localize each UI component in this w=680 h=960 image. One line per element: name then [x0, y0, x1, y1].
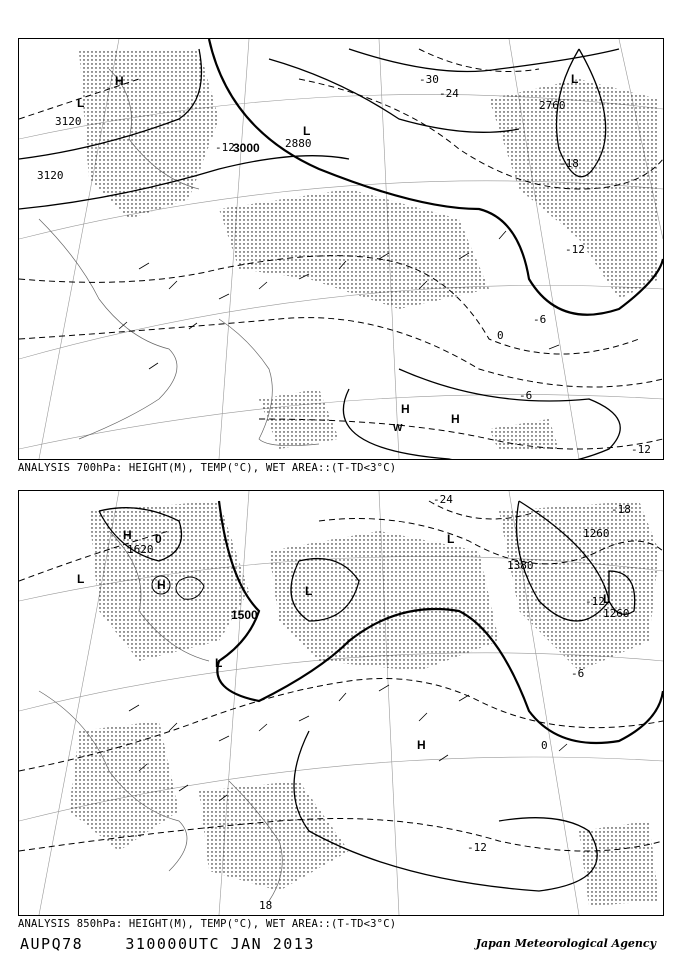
temp-label: -12: [631, 443, 651, 456]
temp-label: -24: [433, 493, 453, 506]
temp-label: -6: [519, 389, 533, 402]
temp-label: -12: [565, 243, 585, 256]
height-label: 3120: [55, 115, 82, 128]
map-panel-700hpa: [18, 38, 664, 460]
height-label: 1260: [603, 607, 630, 620]
temp-label: -12: [215, 141, 235, 154]
low-pressure-marker: L: [77, 96, 85, 110]
map-850hpa-svg: [19, 491, 663, 915]
temp-label: -18: [559, 157, 579, 170]
station-plots: [129, 685, 567, 801]
height-label: 1260: [583, 527, 610, 540]
low-pressure-marker: L: [603, 592, 611, 606]
high-pressure-marker-circled: H: [157, 578, 166, 592]
caption-700hpa: ANALYSIS 700hPa: HEIGHT(M), TEMP(°C), WET AREA::(T-TD<3°C): [18, 462, 397, 474]
height-label: 1380: [507, 559, 534, 572]
height-label: 2760: [539, 99, 566, 112]
low-pressure-marker: L: [77, 572, 85, 586]
high-pressure-marker: H: [417, 738, 426, 752]
valid-time: 310000UTC JAN 2013: [125, 935, 315, 953]
height-label: 2880: [285, 137, 312, 150]
height-label-bold: 1500: [231, 608, 258, 622]
agency-credit: Japan Meteorological Agency: [475, 937, 656, 950]
temp-label: 0: [497, 329, 504, 342]
wet-areas: [69, 501, 659, 906]
map-700hpa-svg: [19, 39, 663, 459]
caption-850hpa: ANALYSIS 850hPa: HEIGHT(M), TEMP(°C), WET AREA::(T-TD<3°C): [18, 918, 397, 930]
temp-label: -12: [585, 595, 605, 608]
high-pressure-marker: H: [115, 74, 124, 88]
temp-label: -30: [419, 73, 439, 86]
low-pressure-marker: L: [303, 124, 311, 138]
height-label-bold: 3000: [233, 141, 260, 155]
warm-marker: W: [393, 423, 403, 434]
high-pressure-marker: H: [401, 402, 410, 416]
low-pressure-marker: L: [447, 532, 455, 546]
temp-label: 0: [155, 532, 162, 546]
high-pressure-marker: H: [123, 528, 132, 542]
temp-label: -6: [571, 667, 585, 680]
low-pressure-marker: L: [571, 72, 579, 86]
chart-code: AUPQ78: [20, 935, 84, 953]
height-label: 3120: [37, 169, 64, 182]
chart-id-and-time: [20, 935, 315, 953]
height-label: 1620: [127, 543, 154, 556]
temp-label: 0: [541, 739, 548, 752]
low-pressure-marker: L: [215, 656, 223, 670]
temp-label: -24: [439, 87, 459, 100]
high-pressure-marker: H: [451, 412, 460, 426]
map-panel-850hpa: [18, 490, 664, 916]
temp-label: -12: [467, 841, 487, 854]
temp-label: -18: [611, 503, 631, 516]
low-pressure-marker: L: [305, 584, 313, 598]
temp-label: -6: [533, 313, 547, 326]
temp-label: 18: [259, 899, 273, 912]
